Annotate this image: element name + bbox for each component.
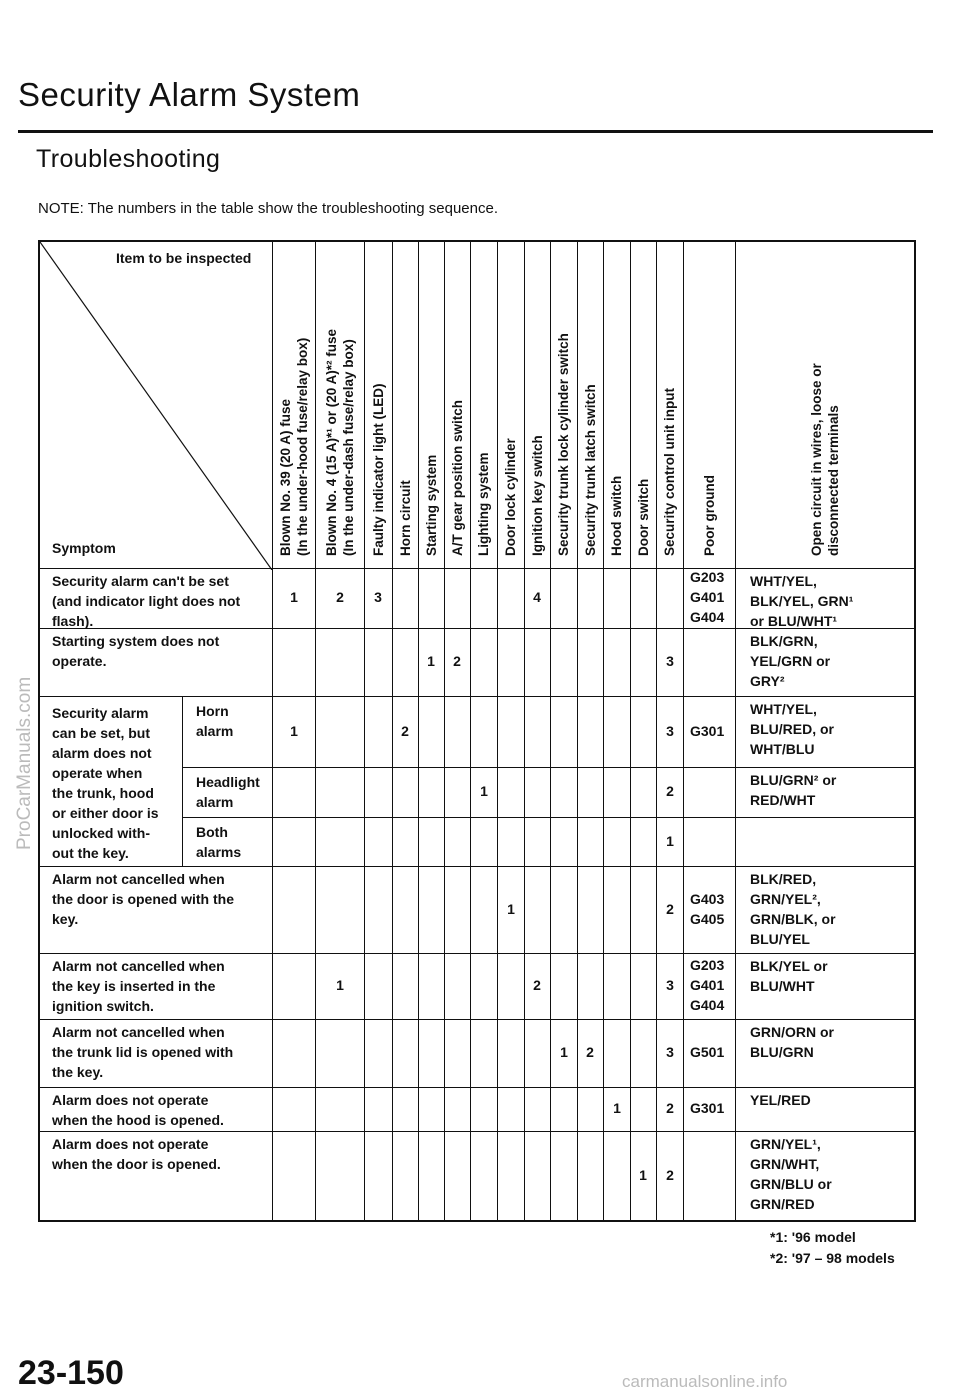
column-header-item-9 <box>529 435 546 556</box>
sequence-number: 2 <box>666 783 674 799</box>
wire-color-line: BLK/YEL or <box>750 958 828 974</box>
section-subtitle: Troubleshooting <box>36 145 221 173</box>
wire-color-line: GRN/WHT, <box>750 1156 820 1172</box>
column-header-line: Poor ground <box>702 475 717 556</box>
column-divider <box>272 242 273 1220</box>
title-rule <box>18 130 933 133</box>
wire-color-line: BLK/GRN, <box>750 633 818 649</box>
ground-label: G203 <box>690 569 725 585</box>
wire-color-line: GRN/RED <box>750 1196 815 1212</box>
sequence-number: 3 <box>666 1044 674 1060</box>
column-header-line: disconnected terminals <box>826 405 841 556</box>
wire-color-line: GRN/YEL¹, <box>750 1136 821 1152</box>
group-line: out the key. <box>52 845 129 861</box>
symptom-line: Alarm does not operate <box>52 1136 209 1152</box>
watermark-bottom: carmanualsonline.info <box>622 1372 788 1391</box>
symptom-line: Security alarm can't be set <box>52 573 229 589</box>
row-divider <box>182 767 914 768</box>
sequence-number: 2 <box>533 977 541 993</box>
footnote-1: *1: '96 model <box>770 1229 856 1245</box>
sequence-number: 1 <box>560 1044 568 1060</box>
row-divider <box>40 1087 914 1088</box>
row-divider <box>40 866 914 867</box>
corner-diagonal <box>40 242 272 570</box>
wire-color-line: BLK/YEL, GRN¹ <box>750 593 854 609</box>
sequence-number: 2 <box>666 901 674 917</box>
column-header-line: Starting system <box>424 454 439 556</box>
ground-label: G401 <box>690 589 725 605</box>
symptom-line: ignition switch. <box>52 998 154 1014</box>
sequence-number: 1 <box>613 1100 621 1116</box>
group-line: operate when <box>52 765 143 781</box>
symptom-line: Alarm not cancelled when <box>52 871 225 887</box>
sequence-number: 1 <box>290 723 298 739</box>
item-to-be-inspected-header: Item to be inspected <box>116 250 252 266</box>
header-divider <box>40 568 914 569</box>
wire-color-line: GRN/BLK, or <box>750 911 836 927</box>
column-header-item-6 <box>449 400 466 556</box>
column-header-line: Blown No. 4 (15 A)*¹ or (20 A)*² fuse <box>324 328 339 556</box>
wire-color-line: BLU/GRN <box>750 1044 814 1060</box>
symptom-line: Alarm not cancelled when <box>52 958 225 974</box>
ground-label: G403 <box>690 891 725 907</box>
symptom-line: when the door is opened. <box>52 1156 221 1172</box>
sequence-number: 2 <box>336 589 344 605</box>
symptom-header: Symptom <box>52 540 116 556</box>
column-divider <box>497 242 498 1220</box>
column-header-item-1 <box>277 338 311 556</box>
column-header-item-3 <box>370 384 387 557</box>
row-divider <box>40 953 914 954</box>
column-header-item-2 <box>323 329 357 556</box>
sequence-number: 1 <box>336 977 344 993</box>
column-header-line: Hood switch <box>609 475 624 556</box>
column-divider <box>524 242 525 1220</box>
symptom-line: operate. <box>52 653 107 669</box>
wire-color-line: RED/WHT <box>750 792 816 808</box>
column-divider <box>656 242 657 1220</box>
sequence-number: 1 <box>666 833 674 849</box>
row-divider <box>40 696 914 697</box>
wire-color-line: BLU/GRN² or <box>750 772 837 788</box>
wire-color-line: WHT/BLU <box>750 741 815 757</box>
wire-color-line: YEL/GRN or <box>750 653 831 669</box>
sub-symptom-line: alarm <box>196 723 234 739</box>
column-divider <box>444 242 445 1220</box>
sequence-number: 1 <box>290 589 298 605</box>
row-divider <box>40 1131 914 1132</box>
watermark-side: ProCarManuals.com <box>14 676 35 850</box>
page-title: Security Alarm System <box>18 76 361 113</box>
column-header-line: Door switch <box>636 478 651 556</box>
sequence-number: 2 <box>586 1044 594 1060</box>
column-header-line: Lighting system <box>476 452 491 556</box>
column-header-line: Ignition key switch <box>530 435 545 556</box>
wire-color-line: GRN/ORN or <box>750 1024 834 1040</box>
group-line: Security alarm <box>52 705 149 721</box>
wire-color-line: GRN/YEL², <box>750 891 821 907</box>
column-header-line: (In the under-dash fuse/relay box) <box>341 339 356 556</box>
sub-symptom-line: Headlight <box>196 774 260 790</box>
column-header-line: Blown No. 39 (20 A) fuse <box>278 398 293 556</box>
ground-label: G401 <box>690 977 725 993</box>
wire-color-line: GRY² <box>750 673 785 689</box>
column-divider <box>550 242 551 1220</box>
wire-color-line: BLU/YEL <box>750 931 810 947</box>
wire-color-line: WHT/YEL, <box>750 701 817 717</box>
wire-color-line: YEL/RED <box>750 1092 811 1108</box>
column-header-line: Security control unit input <box>662 388 677 556</box>
symptom-line: Alarm does not operate <box>52 1092 209 1108</box>
column-header-item-14 <box>661 388 678 556</box>
sequence-number: 1 <box>507 901 515 917</box>
ground-label: G404 <box>690 997 725 1013</box>
group-line: can be set, but <box>52 725 151 741</box>
column-divider <box>683 242 684 1220</box>
column-divider <box>735 242 736 1220</box>
ground-label: G404 <box>690 609 725 625</box>
wire-color-line: BLU/WHT <box>750 978 815 994</box>
sub-symptom-line: Both <box>196 824 228 840</box>
symptom-line: the trunk lid is opened with <box>52 1044 234 1060</box>
symptom-line: flash). <box>52 613 94 629</box>
note-text: NOTE: The numbers in the table show the troubleshooting sequence. <box>38 200 498 217</box>
ground-label: G301 <box>690 723 725 739</box>
sequence-number: 4 <box>533 589 541 605</box>
column-header-line: A/T gear position switch <box>450 399 465 556</box>
sequence-number: 2 <box>401 723 409 739</box>
group-line: or either door is <box>52 805 159 821</box>
row-divider <box>182 817 914 818</box>
sequence-number: 2 <box>666 1100 674 1116</box>
symptom-line: (and indicator light does not <box>52 593 241 609</box>
column-header-item-11 <box>582 384 599 556</box>
wire-color-line: BLU/RED, or <box>750 721 834 737</box>
column-header-item-8 <box>502 438 519 556</box>
sub-symptom-line: Horn <box>196 703 229 719</box>
column-header-line: Horn circuit <box>398 480 413 556</box>
wire-color-line: or BLU/WHT¹ <box>750 613 838 629</box>
wire-color-line: WHT/YEL, <box>750 573 817 589</box>
column-header-item-16 <box>808 363 842 556</box>
group-line: the trunk, hood <box>52 785 154 801</box>
sequence-number: 3 <box>374 589 382 605</box>
page-number: 23-150 <box>18 1354 124 1392</box>
sequence-number: 2 <box>666 1167 674 1183</box>
sequence-number: 3 <box>666 653 674 669</box>
group-line: unlocked with- <box>52 825 150 841</box>
column-divider <box>630 242 631 1220</box>
column-header-item-5 <box>423 455 440 556</box>
sequence-number: 3 <box>666 977 674 993</box>
symptom-line: the key is inserted in the <box>52 978 216 994</box>
sub-symptom-line: alarms <box>196 844 242 860</box>
group-line: alarm does not <box>52 745 152 761</box>
symptom-line: Alarm not cancelled when <box>52 1024 225 1040</box>
ground-label: G501 <box>690 1044 725 1060</box>
column-header-line: Security trunk latch switch <box>583 384 598 556</box>
sequence-number: 3 <box>666 723 674 739</box>
column-header-item-10 <box>555 333 572 556</box>
column-divider <box>364 242 365 1220</box>
sequence-number: 2 <box>453 653 461 669</box>
column-divider <box>603 242 604 1220</box>
column-header-item-13 <box>635 479 652 556</box>
footnote-2: *2: '97 – 98 models <box>770 1250 895 1266</box>
column-header-item-7 <box>475 452 492 556</box>
column-header-item-4 <box>397 480 414 556</box>
ground-label: G203 <box>690 957 725 973</box>
column-header-line: (In the under-hood fuse/relay box) <box>295 337 310 556</box>
ground-label: G301 <box>690 1100 725 1116</box>
wire-color-line: BLK/RED, <box>750 871 817 887</box>
column-divider <box>315 242 316 1220</box>
symptom-line: the key. <box>52 1064 104 1080</box>
sequence-number: 1 <box>480 783 488 799</box>
group-divider <box>182 696 183 866</box>
column-header-line: Open circuit in wires, loose or <box>809 363 824 556</box>
ground-label: G405 <box>690 911 725 927</box>
symptom-line: when the hood is opened. <box>52 1112 224 1128</box>
column-header-item-15 <box>701 475 718 556</box>
column-header-line: Door lock cylinder <box>503 438 518 556</box>
symptom-line: Starting system does not <box>52 633 220 649</box>
column-header-item-12 <box>608 476 625 556</box>
column-divider <box>577 242 578 1220</box>
column-header-line: Security trunk lock cylinder switch <box>556 333 571 556</box>
column-divider <box>470 242 471 1220</box>
sequence-number: 1 <box>639 1167 647 1183</box>
row-divider <box>40 1019 914 1020</box>
column-header-line: Faulty indicator light (LED) <box>371 383 386 556</box>
symptom-line: key. <box>52 911 79 927</box>
column-divider <box>418 242 419 1220</box>
sequence-number: 1 <box>427 653 435 669</box>
sub-symptom-line: alarm <box>196 794 234 810</box>
wire-color-line: GRN/BLU or <box>750 1176 832 1192</box>
symptom-line: the door is opened with the <box>52 891 234 907</box>
